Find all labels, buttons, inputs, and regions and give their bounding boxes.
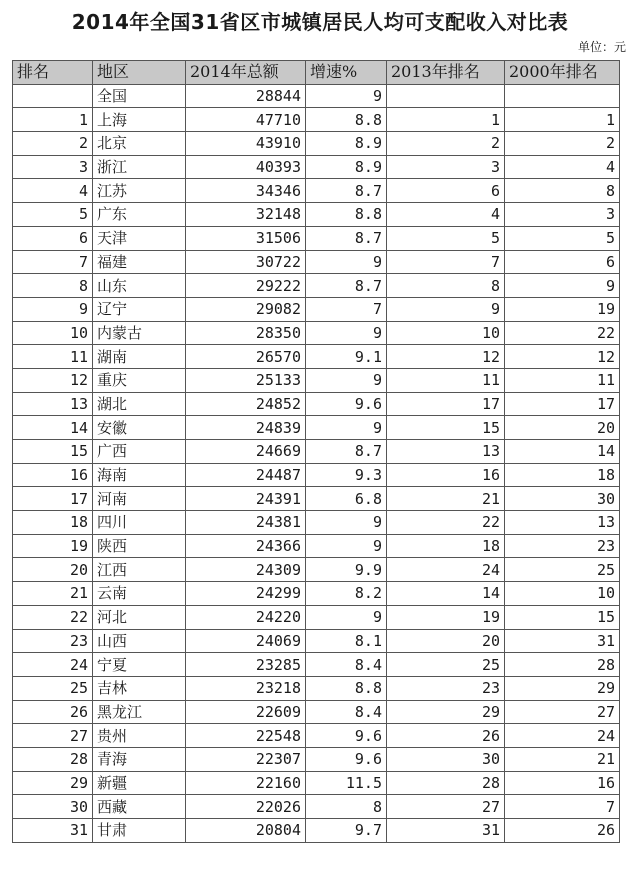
cell-total-2014: 26570 <box>186 345 306 369</box>
cell-rank: 9 <box>13 297 93 321</box>
cell-region: 江西 <box>93 558 186 582</box>
table-row <box>13 558 620 582</box>
cell-rank: 30 <box>13 795 93 819</box>
cell-region: 天津 <box>93 226 186 250</box>
cell-growth: 9 <box>306 416 387 440</box>
cell-growth: 9 <box>306 605 387 629</box>
cell-region: 甘肃 <box>93 819 186 843</box>
header-rank: 排名 <box>13 61 93 85</box>
cell-region: 内蒙古 <box>93 321 186 345</box>
cell-rank-2013: 8 <box>387 274 505 298</box>
cell-total-2014: 24366 <box>186 534 306 558</box>
cell-total-2014: 29082 <box>186 297 306 321</box>
table-title: 2014年全国31省区市城镇居民人均可支配收入对比表 <box>71 10 569 34</box>
cell-region: 广西 <box>93 440 186 464</box>
cell-growth: 8.2 <box>306 582 387 606</box>
cell-rank-2000: 6 <box>505 250 620 274</box>
cell-growth: 11.5 <box>306 771 387 795</box>
cell-total-2014: 30722 <box>186 250 306 274</box>
cell-growth: 9 <box>306 84 387 108</box>
cell-region: 陕西 <box>93 534 186 558</box>
cell-growth: 8.8 <box>306 108 387 132</box>
cell-rank-2000: 28 <box>505 653 620 677</box>
cell-growth: 9.6 <box>306 392 387 416</box>
table-row <box>13 108 620 132</box>
cell-total-2014: 24839 <box>186 416 306 440</box>
cell-rank: 12 <box>13 368 93 392</box>
cell-growth: 8.4 <box>306 653 387 677</box>
cell-rank-2013: 25 <box>387 653 505 677</box>
cell-rank: 24 <box>13 653 93 677</box>
cell-rank: 13 <box>13 392 93 416</box>
cell-rank: 26 <box>13 700 93 724</box>
cell-rank: 19 <box>13 534 93 558</box>
cell-rank-2000: 10 <box>505 582 620 606</box>
cell-total-2014: 22026 <box>186 795 306 819</box>
cell-growth: 9 <box>306 511 387 535</box>
cell-rank-2000: 14 <box>505 440 620 464</box>
cell-total-2014: 23218 <box>186 676 306 700</box>
cell-region: 贵州 <box>93 724 186 748</box>
cell-region: 河北 <box>93 605 186 629</box>
cell-growth: 9.3 <box>306 463 387 487</box>
cell-rank-2000: 19 <box>505 297 620 321</box>
cell-rank-2013: 4 <box>387 203 505 227</box>
cell-region: 广东 <box>93 203 186 227</box>
cell-rank-2013: 19 <box>387 605 505 629</box>
table-row <box>13 321 620 345</box>
table-row <box>13 345 620 369</box>
table-row <box>13 605 620 629</box>
cell-growth: 9.6 <box>306 724 387 748</box>
cell-region: 河南 <box>93 487 186 511</box>
cell-rank: 28 <box>13 747 93 771</box>
cell-rank-2013: 15 <box>387 416 505 440</box>
cell-region: 全国 <box>93 84 186 108</box>
table-row <box>13 511 620 535</box>
cell-rank-2013: 2 <box>387 132 505 156</box>
cell-growth: 8.7 <box>306 274 387 298</box>
cell-growth: 9 <box>306 534 387 558</box>
cell-region: 黑龙江 <box>93 700 186 724</box>
cell-rank: 5 <box>13 203 93 227</box>
table-row <box>13 676 620 700</box>
cell-region: 四川 <box>93 511 186 535</box>
cell-region: 湖南 <box>93 345 186 369</box>
table-row <box>13 629 620 653</box>
table-row <box>13 155 620 179</box>
table-row <box>13 250 620 274</box>
cell-growth: 8.8 <box>306 676 387 700</box>
cell-region: 湖北 <box>93 392 186 416</box>
cell-total-2014: 24309 <box>186 558 306 582</box>
cell-region: 上海 <box>93 108 186 132</box>
cell-growth: 7 <box>306 297 387 321</box>
cell-rank-2000 <box>505 84 620 108</box>
cell-rank-2000: 3 <box>505 203 620 227</box>
cell-region: 福建 <box>93 250 186 274</box>
cell-rank-2013: 28 <box>387 771 505 795</box>
cell-rank: 10 <box>13 321 93 345</box>
cell-growth: 9 <box>306 321 387 345</box>
cell-rank: 23 <box>13 629 93 653</box>
cell-region: 西藏 <box>93 795 186 819</box>
header-region: 地区 <box>93 61 186 85</box>
cell-rank-2000: 22 <box>505 321 620 345</box>
cell-region: 江苏 <box>93 179 186 203</box>
cell-rank: 27 <box>13 724 93 748</box>
cell-total-2014: 25133 <box>186 368 306 392</box>
cell-region: 山东 <box>93 274 186 298</box>
cell-rank-2013: 13 <box>387 440 505 464</box>
cell-rank-2000: 16 <box>505 771 620 795</box>
cell-growth: 8.7 <box>306 179 387 203</box>
cell-rank-2013: 21 <box>387 487 505 511</box>
cell-rank-2013: 10 <box>387 321 505 345</box>
table-row <box>13 84 620 108</box>
cell-rank-2000: 25 <box>505 558 620 582</box>
cell-growth: 9 <box>306 368 387 392</box>
cell-total-2014: 22307 <box>186 747 306 771</box>
table-row <box>13 274 620 298</box>
cell-rank-2013: 22 <box>387 511 505 535</box>
table-row <box>13 819 620 843</box>
cell-rank: 3 <box>13 155 93 179</box>
cell-rank-2013: 18 <box>387 534 505 558</box>
cell-rank-2000: 12 <box>505 345 620 369</box>
cell-region: 云南 <box>93 582 186 606</box>
cell-rank-2013: 9 <box>387 297 505 321</box>
cell-region: 宁夏 <box>93 653 186 677</box>
header-rank-2013: 2013年排名 <box>387 61 505 85</box>
cell-rank-2013: 7 <box>387 250 505 274</box>
cell-region: 浙江 <box>93 155 186 179</box>
cell-rank-2000: 29 <box>505 676 620 700</box>
cell-rank: 4 <box>13 179 93 203</box>
table-row <box>13 297 620 321</box>
cell-region: 安徽 <box>93 416 186 440</box>
cell-rank-2000: 15 <box>505 605 620 629</box>
cell-rank-2000: 7 <box>505 795 620 819</box>
cell-rank-2013: 30 <box>387 747 505 771</box>
cell-rank: 6 <box>13 226 93 250</box>
cell-rank: 17 <box>13 487 93 511</box>
cell-total-2014: 28350 <box>186 321 306 345</box>
cell-rank-2000: 13 <box>505 511 620 535</box>
cell-total-2014: 23285 <box>186 653 306 677</box>
cell-total-2014: 24391 <box>186 487 306 511</box>
cell-growth: 8.7 <box>306 440 387 464</box>
cell-rank-2013: 20 <box>387 629 505 653</box>
cell-rank-2013: 17 <box>387 392 505 416</box>
cell-rank: 14 <box>13 416 93 440</box>
table-row <box>13 440 620 464</box>
cell-total-2014: 31506 <box>186 226 306 250</box>
cell-growth: 8.8 <box>306 203 387 227</box>
cell-total-2014: 24487 <box>186 463 306 487</box>
table-row <box>13 416 620 440</box>
cell-rank-2000: 17 <box>505 392 620 416</box>
header-rank-2000: 2000年排名 <box>505 61 620 85</box>
cell-rank-2000: 30 <box>505 487 620 511</box>
table-row <box>13 132 620 156</box>
cell-rank <box>13 84 93 108</box>
table-row <box>13 179 620 203</box>
cell-total-2014: 24852 <box>186 392 306 416</box>
cell-rank-2013: 27 <box>387 795 505 819</box>
table-row <box>13 795 620 819</box>
cell-rank: 1 <box>13 108 93 132</box>
cell-region: 北京 <box>93 132 186 156</box>
cell-total-2014: 24069 <box>186 629 306 653</box>
cell-rank-2013 <box>387 84 505 108</box>
cell-total-2014: 32148 <box>186 203 306 227</box>
table-row <box>13 487 620 511</box>
cell-rank-2013: 1 <box>387 108 505 132</box>
cell-growth: 8.9 <box>306 132 387 156</box>
cell-region: 海南 <box>93 463 186 487</box>
table-row <box>13 771 620 795</box>
cell-total-2014: 24381 <box>186 511 306 535</box>
table-row <box>13 747 620 771</box>
cell-rank-2000: 20 <box>505 416 620 440</box>
cell-total-2014: 43910 <box>186 132 306 156</box>
table-row <box>13 392 620 416</box>
cell-total-2014: 40393 <box>186 155 306 179</box>
cell-rank-2013: 29 <box>387 700 505 724</box>
cell-rank: 11 <box>13 345 93 369</box>
cell-growth: 8.1 <box>306 629 387 653</box>
cell-rank-2013: 6 <box>387 179 505 203</box>
cell-growth: 9 <box>306 250 387 274</box>
cell-total-2014: 22160 <box>186 771 306 795</box>
cell-rank-2013: 12 <box>387 345 505 369</box>
cell-growth: 9.6 <box>306 747 387 771</box>
cell-rank-2013: 5 <box>387 226 505 250</box>
cell-rank-2013: 14 <box>387 582 505 606</box>
cell-growth: 8 <box>306 795 387 819</box>
cell-growth: 8.4 <box>306 700 387 724</box>
cell-rank: 16 <box>13 463 93 487</box>
cell-rank-2013: 16 <box>387 463 505 487</box>
table-row <box>13 700 620 724</box>
cell-total-2014: 24220 <box>186 605 306 629</box>
cell-growth: 9.1 <box>306 345 387 369</box>
cell-rank-2000: 8 <box>505 179 620 203</box>
cell-growth: 6.8 <box>306 487 387 511</box>
cell-rank-2000: 23 <box>505 534 620 558</box>
cell-rank-2000: 1 <box>505 108 620 132</box>
cell-total-2014: 22548 <box>186 724 306 748</box>
cell-rank: 2 <box>13 132 93 156</box>
unit-label: 单位：元 <box>577 40 626 54</box>
cell-region: 青海 <box>93 747 186 771</box>
cell-rank-2013: 24 <box>387 558 505 582</box>
cell-total-2014: 20804 <box>186 819 306 843</box>
cell-rank-2013: 11 <box>387 368 505 392</box>
cell-rank-2013: 3 <box>387 155 505 179</box>
cell-rank: 25 <box>13 676 93 700</box>
cell-growth: 9.9 <box>306 558 387 582</box>
income-table <box>12 60 620 843</box>
cell-rank-2000: 11 <box>505 368 620 392</box>
cell-rank-2000: 21 <box>505 747 620 771</box>
cell-rank: 15 <box>13 440 93 464</box>
cell-region: 吉林 <box>93 676 186 700</box>
cell-rank-2000: 24 <box>505 724 620 748</box>
table-row <box>13 582 620 606</box>
cell-region: 辽宁 <box>93 297 186 321</box>
cell-rank-2000: 9 <box>505 274 620 298</box>
header-growth: 增速% <box>306 61 387 85</box>
cell-growth: 9.7 <box>306 819 387 843</box>
table-row <box>13 463 620 487</box>
cell-rank-2000: 27 <box>505 700 620 724</box>
table-row <box>13 534 620 558</box>
header-total-2014: 2014年总额 <box>186 61 306 85</box>
cell-rank: 29 <box>13 771 93 795</box>
cell-rank: 21 <box>13 582 93 606</box>
header-row <box>13 61 620 85</box>
table-row <box>13 203 620 227</box>
cell-total-2014: 24299 <box>186 582 306 606</box>
cell-growth: 8.7 <box>306 226 387 250</box>
cell-rank-2000: 2 <box>505 132 620 156</box>
cell-rank-2013: 23 <box>387 676 505 700</box>
cell-rank: 8 <box>13 274 93 298</box>
cell-growth: 8.9 <box>306 155 387 179</box>
cell-rank: 31 <box>13 819 93 843</box>
cell-rank-2000: 18 <box>505 463 620 487</box>
cell-rank: 22 <box>13 605 93 629</box>
cell-rank: 20 <box>13 558 93 582</box>
table-row <box>13 226 620 250</box>
cell-rank: 18 <box>13 511 93 535</box>
table-row <box>13 724 620 748</box>
table-body <box>13 84 620 842</box>
cell-region: 山西 <box>93 629 186 653</box>
cell-total-2014: 34346 <box>186 179 306 203</box>
cell-rank-2000: 4 <box>505 155 620 179</box>
table-row <box>13 368 620 392</box>
cell-region: 新疆 <box>93 771 186 795</box>
cell-total-2014: 22609 <box>186 700 306 724</box>
cell-total-2014: 47710 <box>186 108 306 132</box>
cell-rank-2000: 26 <box>505 819 620 843</box>
cell-total-2014: 24669 <box>186 440 306 464</box>
cell-rank-2013: 26 <box>387 724 505 748</box>
cell-total-2014: 29222 <box>186 274 306 298</box>
cell-rank-2000: 31 <box>505 629 620 653</box>
cell-rank-2000: 5 <box>505 226 620 250</box>
cell-rank: 7 <box>13 250 93 274</box>
cell-total-2014: 28844 <box>186 84 306 108</box>
table-row <box>13 653 620 677</box>
cell-rank-2013: 31 <box>387 819 505 843</box>
cell-region: 重庆 <box>93 368 186 392</box>
